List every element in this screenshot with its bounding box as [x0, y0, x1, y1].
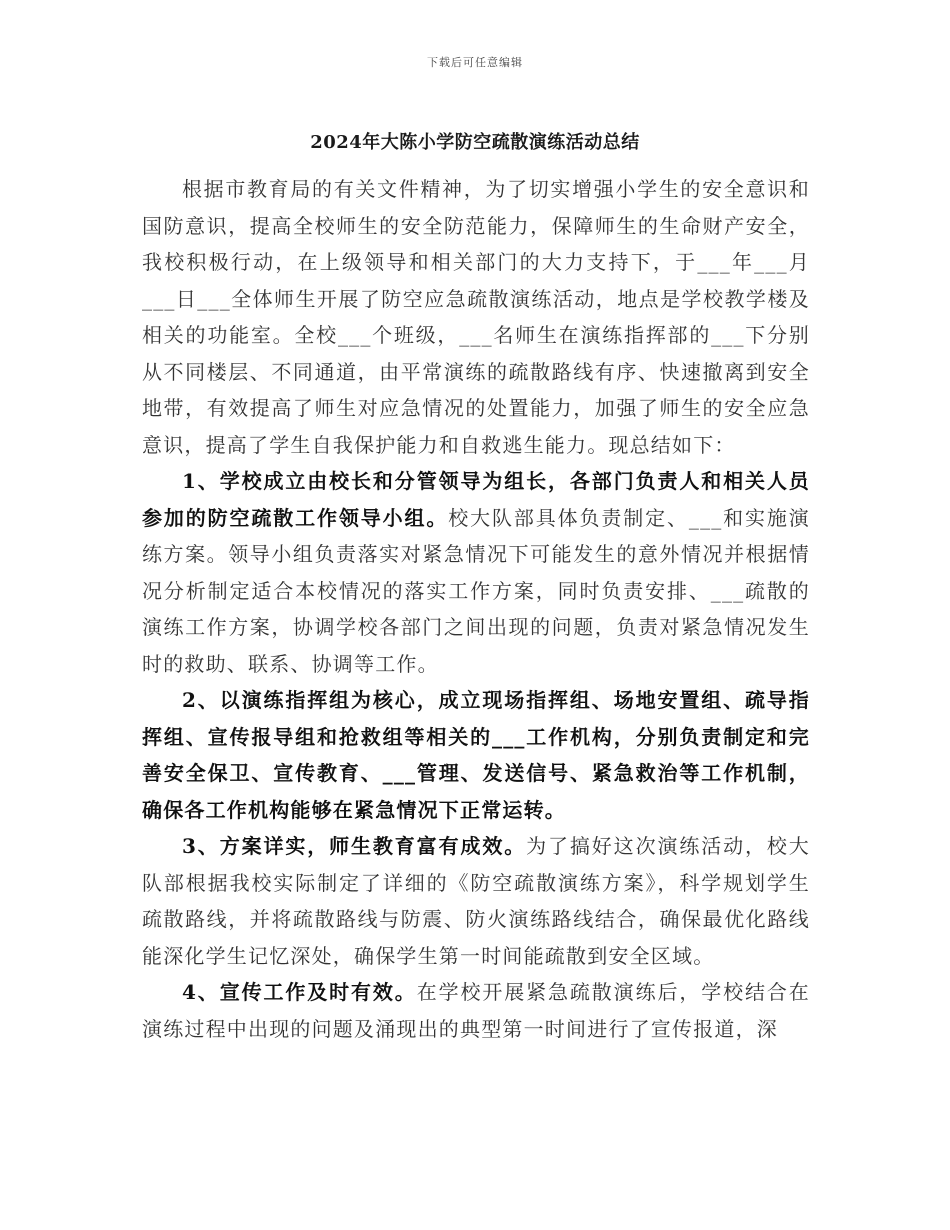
paragraph-3-body: 为了搞好这次演练活动，校大队部根据我校实际制定了详细的《防空疏散演练方案》，科学规划学生疏散路线，并将疏散路线与防震、防火演练路线结合，确保最优化路线能深化学生记忆深处，确保学生第一时间能疏散到安全区域。 [142, 834, 810, 968]
paragraph-1-body: 校大队部具体负责制定、___和实施演练方案。领导小组负责落实对紧急情况下可能发生的意外情况并根据情况分析制定适合本校情况的落实工作方案，同时负责安排、___疏散的演练工作方案，协调学校各部门之间出现的问题，负责对紧急情况发生时的救助、联系、协调等工作。 [142, 505, 810, 676]
paragraph-4-body: 在学校开展紧急疏散演练后，学校结合在演练过程中出现的问题及涌现出的典型第一时间进行了宣传报道，深 [142, 980, 810, 1041]
paragraph-2: 2、以演练指挥组为核心，成立现场指挥组、场地安置组、疏导指挥组、宣传报导组和抢救组等相关的___工作机构，分别负责制定和完善安全保卫、宣传教育、___管理、发送信号、紧急救治等工作机制，确保各工作机构能够在紧急情况下正常运转。 [142, 688, 810, 822]
document-title: 2024年大陈小学防空疏散演练活动总结 [310, 132, 640, 153]
paragraph-1 [142, 463, 810, 682]
paragraph-1-lead: 1、学校成立由校长和分管领导为组长，各部门负责人和相关人员参加的防空疏散工作领导小组。 [142, 469, 810, 530]
paragraph-4 [142, 974, 810, 1047]
paragraph-3 [142, 828, 810, 974]
paragraph-4-lead: 4、宣传工作及时有效。 [182, 980, 417, 1004]
intro-paragraph: 根据市教育局的有关文件精神，为了切实增强小学生的安全意识和国防意识，提高全校师生的安全防范能力，保障师生的生命财产安全，我校积极行动，在上级领导和相关部门的大力支持下，于___年___月___日___全体师生开展了防空应急疏散演练活动，地点是学校教学楼及相关的功能室。全校___个班级，___名师生在演练指挥部的___下分别从不同楼层、不同通道，由平常演练的疏散路线有序、快速撤离到安全地带，有效提高了师生对应急情况的处置能力，加强了师生的安全应急意识，提高了学生自我保护能力和自救逃生能力。现总结如下： [142, 177, 810, 457]
document-body [142, 171, 810, 1047]
paragraph-3-lead: 3、方案详实，师生教育富有成效。 [182, 834, 527, 858]
header-note: 下载后可任意编辑 [427, 56, 523, 69]
